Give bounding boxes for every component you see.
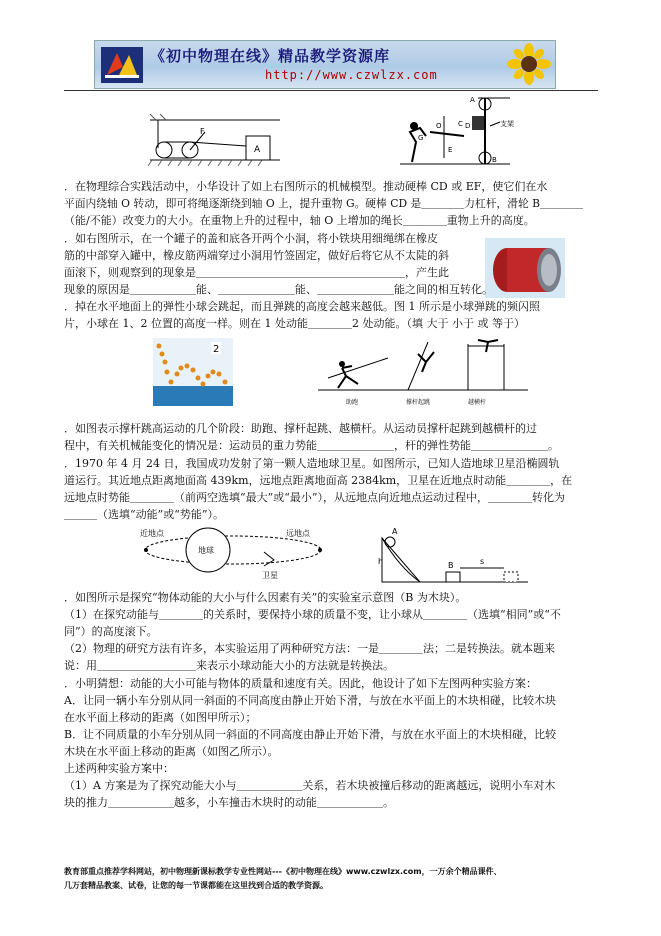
footer-line: 几万套精品教案、试卷，让您的每一节课都能在这里找到合适的教学资源。 [64, 881, 328, 890]
header-rule [64, 90, 598, 91]
svg-text:支架: 支架 [500, 120, 514, 128]
footer-line: 教育部重点推荐学科网站，初中物理新课标教学专业性网站---《初中物理在线》www.czwlzx.com，一万余个精品课件、 [64, 867, 502, 876]
svg-text:h: h [378, 557, 384, 566]
svg-text:近地点: 近地点 [140, 529, 164, 538]
svg-text:G: G [418, 134, 424, 142]
svg-text:远地点: 远地点 [286, 529, 310, 538]
text-line: （1）在探究动能与＿＿＿＿的关系时，要保持小球的质量不变，让小球从＿＿＿＿（选填“相同”或“不 [64, 608, 561, 621]
text-line: （1）A 方案是为了探究动能大小与＿＿＿＿＿＿关系，若木块被撞后移动的距离越远，说明小车对木 [64, 779, 556, 792]
text-line: 片，小球在 1、2 位置的高度一样。则在 1 处动能＿＿＿＿2 处动能。（填 大于 小于 或 等于） [64, 317, 525, 330]
text-line: 筋的中部穿入罐中，橡皮筋两端穿过小洞用竹签固定，做好后将它从不太陡的斜 [64, 249, 449, 262]
incline-ramp-figure [380, 528, 530, 588]
text-line: ．如图表示撑杆跳高运动的几个阶段：助跑、撑杆起跳、越横杆。从运动员撑杆起跳到越横杆的过 [64, 422, 537, 435]
text-line: 上述两种实验方案中： [64, 762, 174, 775]
text-line: （能/不能）改变力的大小。在重物上升的过程中，轴 O 上增加的绳长＿＿＿＿重物上升的高度。 [64, 214, 535, 227]
text-line: 平面内绕轴 O 转动，即可将绳逐渐绕到轴 O 上，提升重物 G。硬棒 CD 是＿＿＿＿力杠杆，滑轮 B＿＿＿＿ [64, 197, 584, 210]
svg-text:B: B [448, 561, 454, 570]
text-line: ．在物理综合实践活动中，小华设计了如上右图所示的机械模型。推动硬棒 CD 或 EF，使它们在水 [64, 180, 548, 193]
label-a: A [254, 145, 261, 155]
pole-vault-figure [318, 338, 528, 410]
bounce-label-2: 2 [213, 344, 220, 355]
bouncing-ball-figure [153, 338, 233, 406]
svg-text:撑杆起跳: 撑杆起跳 [406, 399, 431, 406]
text-line: 现象的原因是＿＿＿＿＿＿能、＿＿＿＿＿＿＿能、＿＿＿＿＿＿＿能之间的相互转化。 [64, 283, 493, 296]
pulley-box-figure [150, 118, 280, 166]
satellite-orbit-figure [138, 522, 328, 584]
svg-text:D: D [465, 122, 471, 130]
svg-text:A: A [470, 96, 475, 104]
svg-text:卫星: 卫星 [262, 571, 278, 580]
svg-text:O: O [436, 122, 442, 130]
text-line: ．如图所示是探究“物体动能的大小与什么因素有关”的实验室示意图（B 为木块）。 [64, 591, 467, 604]
svg-text:E: E [448, 146, 453, 154]
label-f: F [200, 127, 205, 136]
svg-text:A: A [392, 527, 398, 536]
text-line: 块的推力＿＿＿＿＿＿越多，小车撞击木块时的动能＿＿＿＿＿＿。 [64, 796, 394, 809]
site-logo-icon [101, 47, 143, 83]
text-line: ＿＿＿（选填“动能”或“势能”）。 [64, 508, 224, 521]
svg-text:C: C [458, 120, 463, 128]
text-line: （2）物理的研究方法有许多，本实验运用了两种研究方法：一是＿＿＿＿法；二是转换法。就本题来 [64, 642, 555, 655]
header-url: http://www.czwlzx.com [265, 68, 438, 82]
text-line: 说：用＿＿＿＿＿＿＿＿＿来表示小球动能大小的方法就是转换法。 [64, 659, 394, 672]
svg-text:B: B [492, 156, 497, 164]
text-line: 程中，有关机械能变化的情况是：运动员的重力势能＿＿＿＿＿＿＿，杆的弹性势能＿＿＿＿＿＿＿。 [64, 439, 559, 452]
svg-text:助跑: 助跑 [346, 399, 359, 406]
text-line: 同”）的高度滚下。 [64, 625, 158, 638]
text-line: 木块在水平面上移动的距离（如图乙所示）。 [64, 745, 279, 758]
text-line: B．让不同质量的小车分别从同一斜面的不同高度由静止开始下滑，与放在水平面上的木块相碰，比较 [64, 728, 557, 741]
svg-text:越横杆: 越横杆 [468, 399, 487, 406]
text-line: 远地点时势能＿＿＿＿（前两空选填“最大”或“最小”），从远地点向近地点运动过程中，＿＿＿＿转化为 [64, 491, 565, 504]
machine-model-figure [400, 92, 520, 170]
text-line: 面滚下，则观察到的现象是＿＿＿＿＿＿＿＿＿＿＿＿＿＿＿＿＿＿＿，产生此 [64, 266, 449, 279]
header-title: 《初中物理在线》精品教学资源库 [150, 47, 391, 65]
sunflower-icon [507, 43, 551, 85]
header-banner [94, 40, 556, 89]
svg-text:s: s [480, 557, 485, 566]
text-line: A．让同一辆小车分别从同一斜面的不同高度由静止开始下滑，与放在水平面上的木块相碰，比较木块 [64, 694, 556, 707]
text-line: ．如右图所示，在一个罐子的盖和底各开两个小洞，将小铁块用细绳绑在橡皮 [64, 232, 438, 245]
text-line: 在水平面上移动的距离（如图甲所示）； [64, 711, 257, 724]
svg-text:地球: 地球 [198, 546, 214, 555]
text-line: ．1970 年 4 月 24 日，我国成功发射了第一颗人造地球卫星。如图所示，已知人造地球卫星沿椭圆轨 [64, 457, 560, 470]
text-line: ．掉在水平地面上的弹性小球会跳起，而且弹跳的高度会越来越低。图 1 所示是小球弹跳的频闪照 [64, 300, 540, 313]
text-line: 道运行。其近地点距离地面高 439km，远地点距离地面高 2384km，卫星在近地点时动能＿＿＿＿，在 [64, 474, 573, 487]
text-line: ．小明猜想：动能的大小可能与物体的质量和速度有关。因此，他设计了如下左图两种实验方案： [64, 677, 537, 690]
